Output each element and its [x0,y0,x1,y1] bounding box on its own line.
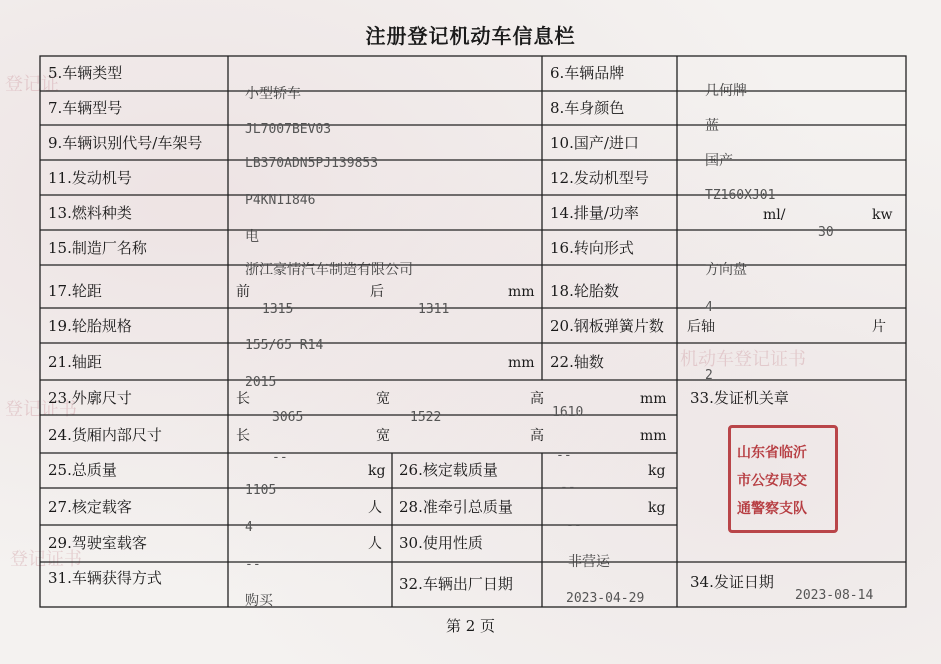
cargo-height-label: 高 [530,428,544,444]
towing-mass-unit: kg [648,500,666,516]
label-issuing-authority-seal: 33.发证机关章 [690,389,789,407]
cargo-unit: mm [640,428,667,444]
value-track-front: 1315 [262,302,294,317]
value-fuel-type: 电 [245,229,259,245]
value-tire-spec: 155/65 R14 [245,338,324,353]
value-tire-count: 4 [705,300,713,315]
label-engine-model: 12.发动机型号 [550,169,649,187]
label-usage: 30.使用性质 [399,534,483,552]
label-manufacture-date: 32.车辆出厂日期 [399,575,513,593]
value-body-color: 蓝 [705,118,719,134]
track-rear-label: 后 [370,284,384,300]
watermark: 登记证书 [5,399,77,420]
label-vin: 9.车辆识别代号/车架号 [48,134,203,152]
value-acquisition-method: 购买 [245,593,273,609]
value-cargo-length: -- [272,450,288,465]
watermark: 登记证 [5,74,59,95]
label-acquisition-method: 31.车辆获得方式 [48,569,162,587]
label-origin: 10.国产/进口 [550,134,639,152]
value-steering: 方向盘 [705,262,747,278]
label-tire-count: 18.轮胎数 [550,282,619,300]
label-vehicle-type: 5.车辆类型 [48,64,123,82]
label-wheelbase: 21.轴距 [48,353,102,371]
value-manufacture-date: 2023-04-29 [566,591,645,606]
page-title: 注册登记机动车信息栏 [365,24,576,48]
label-rated-passengers: 27.核定载客 [48,498,132,516]
unit-ml: ml/ [763,207,786,223]
wheelbase-unit: mm [508,355,535,371]
label-track: 17.轮距 [48,282,102,300]
value-usage: 非营运 [568,554,610,570]
label-manufacturer: 15.制造厂名称 [48,239,147,257]
label-axle-count: 22.轴数 [550,353,604,371]
label-fuel-type: 13.燃料种类 [48,204,132,222]
outer-width-label: 宽 [376,391,390,407]
track-front-label: 前 [236,284,250,300]
value-cab-passengers: -- [245,557,261,572]
leaf-springs-rear-axle: 后轴 [687,319,715,335]
label-issue-date: 34.发证日期 [690,573,774,591]
track-unit: mm [508,284,535,300]
cargo-length-label: 长 [236,428,250,444]
value-outer-height: 1610 [552,405,584,420]
leaf-springs-unit: 片 [872,319,886,335]
value-wheelbase: 2015 [245,375,277,390]
value-towing-mass: -- [566,518,582,533]
value-engine-number: P4KN11846 [245,193,316,208]
page-number: 第 2 页 [445,617,496,635]
watermark: 登记证书 [10,549,82,570]
label-leaf-springs: 20.钢板弹簧片数 [550,317,664,335]
rated-passengers-unit: 人 [368,500,382,516]
value-outer-length: 3065 [272,410,304,425]
watermark: 机动车登记证书 [680,349,806,370]
value-cargo-height: -- [556,448,572,463]
label-tire-spec: 19.轮胎规格 [48,317,132,335]
label-vehicle-model: 7.车辆型号 [48,99,123,117]
label-body-color: 8.车身颜色 [550,99,625,117]
label-total-mass: 25.总质量 [48,461,117,479]
label-vehicle-brand: 6.车辆品牌 [550,64,625,82]
value-vehicle-type: 小型轿车 [245,86,301,102]
cab-passengers-unit: 人 [368,536,382,552]
value-manufacturer: 浙江豪情汽车制造有限公司 [245,262,413,278]
label-steering: 16.转向形式 [550,239,634,257]
value-track-rear: 1311 [418,302,450,317]
outer-length-label: 长 [236,391,250,407]
outer-height-label: 高 [530,391,544,407]
value-rated-load: -- [560,480,576,495]
total-mass-unit: kg [368,463,386,479]
label-rated-load: 26.核定载质量 [399,461,498,479]
label-cab-passengers: 29.驾驶室载客 [48,534,147,552]
cargo-width-label: 宽 [376,428,390,444]
value-power: 30 [818,225,834,240]
value-engine-model: TZ160XJ01 [705,188,776,203]
label-engine-number: 11.发动机号 [48,169,132,187]
issuing-authority-seal: 山东省临沂 市公安局交 通警察支队 [728,425,838,533]
value-outer-width: 1522 [410,410,442,425]
value-rated-passengers: 4 [245,520,253,535]
label-towing-mass: 28.准牵引总质量 [399,498,513,516]
value-issue-date: 2023-08-14 [795,588,874,603]
unit-kw: kw [872,207,893,223]
value-total-mass: 1105 [245,483,277,498]
value-vehicle-brand: 几何牌 [705,83,747,99]
value-origin: 国产 [705,153,733,169]
value-vin: LB370ADN5PJ139853 [245,156,379,171]
outer-unit: mm [640,391,667,407]
label-outer-dimensions: 23.外廓尺寸 [48,389,132,407]
rated-load-unit: kg [648,463,666,479]
value-axle-count: 2 [705,368,713,383]
label-displacement-power: 14.排量/功率 [550,204,639,222]
label-cargo-dimensions: 24.货厢内部尺寸 [48,426,162,444]
value-vehicle-model: JL7007BEV03 [245,122,332,137]
